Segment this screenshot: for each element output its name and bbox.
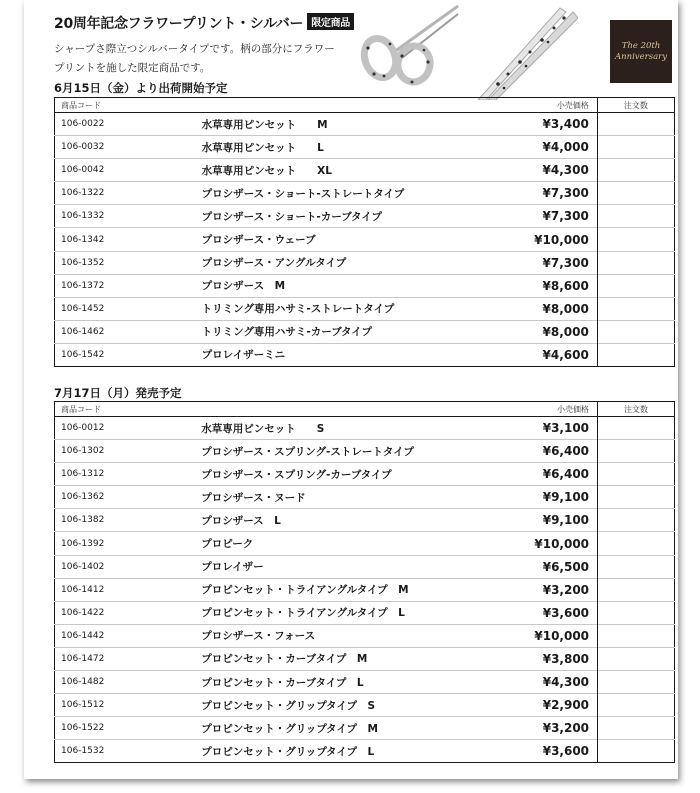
product-name: プロレイザー	[201, 555, 458, 578]
order-sheet-page	[24, 0, 678, 779]
col-header-name	[201, 402, 458, 417]
product-code: 106-1542	[55, 343, 202, 366]
table-row	[55, 601, 675, 624]
retail-price: ¥6,400	[458, 440, 598, 463]
col-header-name	[202, 98, 458, 113]
product-code: 106-1532	[55, 740, 202, 763]
product-name: プロシザース M	[202, 274, 458, 297]
product-name: トリミング専用ハサミ-ストレートタイプ	[202, 297, 458, 320]
product-code: 106-1392	[55, 532, 202, 555]
product-name: プロシザース・フォース	[201, 624, 458, 647]
order-quantity-cell[interactable]	[597, 274, 674, 297]
retail-price: ¥4,300	[458, 159, 598, 182]
retail-price: ¥6,500	[458, 555, 598, 578]
product-name: プロシザース L	[201, 509, 458, 532]
product-name: プロピンセット・グリップタイプ S	[201, 694, 458, 717]
table-row	[55, 717, 675, 740]
retail-price: ¥8,600	[458, 274, 598, 297]
order-quantity-cell[interactable]	[598, 694, 675, 717]
product-name: 水草専用ピンセット S	[201, 417, 458, 440]
table-row	[55, 671, 675, 694]
order-quantity-cell[interactable]	[598, 532, 675, 555]
product-code: 106-1382	[55, 509, 202, 532]
product-code: 106-1302	[55, 440, 202, 463]
table-row	[55, 136, 675, 159]
order-quantity-cell[interactable]	[597, 228, 674, 251]
table-row	[55, 555, 675, 578]
page-title	[54, 13, 354, 33]
retail-price: ¥2,900	[458, 694, 598, 717]
product-code: 106-1332	[55, 205, 202, 228]
retail-price: ¥3,600	[458, 601, 598, 624]
product-code: 106-1472	[55, 647, 202, 670]
product-code: 106-1422	[55, 601, 202, 624]
retail-price: ¥10,000	[458, 624, 598, 647]
product-name: プロシザース・ウェーブ	[202, 228, 458, 251]
table-row	[55, 647, 675, 670]
section2-heading: 7月17日（月）発売予定	[54, 386, 182, 400]
product-code: 106-1452	[55, 297, 202, 320]
table-row	[55, 228, 675, 251]
product-name: 水草専用ピンセット XL	[202, 159, 458, 182]
product-name: トリミング専用ハサミ-カーブタイプ	[202, 320, 458, 343]
table-row	[55, 532, 675, 555]
order-quantity-cell[interactable]	[598, 578, 675, 601]
product-name: プロピンセット・トライアングルタイプ L	[201, 601, 458, 624]
table-row	[55, 624, 675, 647]
table-row	[55, 182, 675, 205]
anniversary-logo-text: The 20th Anniversary	[615, 40, 667, 62]
retail-price: ¥3,200	[458, 717, 598, 740]
order-quantity-cell[interactable]	[598, 740, 675, 763]
retail-price: ¥3,200	[458, 578, 598, 601]
retail-price: ¥10,000	[458, 532, 598, 555]
retail-price: ¥4,000	[458, 136, 598, 159]
table-row	[55, 694, 675, 717]
retail-price: ¥3,100	[458, 417, 598, 440]
retail-price: ¥7,300	[458, 251, 598, 274]
page-title-text: 20周年記念フラワープリント・シルバー	[54, 16, 304, 32]
table-header-row	[55, 98, 675, 113]
limited-badge: 限定商品	[307, 13, 354, 30]
retail-price: ¥3,800	[458, 647, 598, 670]
order-quantity-cell[interactable]	[598, 486, 675, 509]
order-quantity-cell[interactable]	[598, 601, 675, 624]
product-code: 106-1322	[55, 182, 202, 205]
retail-price: ¥7,300	[458, 205, 598, 228]
retail-price: ¥9,100	[458, 486, 598, 509]
retail-price: ¥8,000	[458, 297, 598, 320]
order-quantity-cell[interactable]	[597, 159, 674, 182]
section2-order-table	[54, 401, 675, 763]
product-code: 106-0032	[55, 136, 202, 159]
order-quantity-cell[interactable]	[597, 297, 674, 320]
product-code: 106-1442	[55, 624, 202, 647]
retail-price: ¥3,600	[458, 740, 598, 763]
product-name: プロピンセット・カーブタイプ L	[201, 671, 458, 694]
order-quantity-cell[interactable]	[598, 417, 675, 440]
table-row	[55, 113, 675, 136]
table-row	[55, 251, 675, 274]
product-code: 106-1412	[55, 578, 202, 601]
retail-price: ¥6,400	[458, 463, 598, 486]
product-name: プロシザース・アングルタイプ	[202, 251, 458, 274]
table-row	[55, 159, 675, 182]
order-quantity-cell[interactable]	[598, 624, 675, 647]
order-quantity-cell[interactable]	[597, 136, 674, 159]
table-row	[55, 274, 675, 297]
table-row	[55, 205, 675, 228]
col-header-code: 商品コード	[55, 98, 202, 113]
order-quantity-cell[interactable]	[597, 113, 674, 136]
flower-scissors-image	[354, 4, 459, 86]
product-name: プロピンセット・トライアングルタイプ M	[201, 578, 458, 601]
product-name: プロピーク	[201, 532, 458, 555]
table-row	[55, 320, 675, 343]
flower-tweezers-image	[468, 4, 578, 100]
table-row	[55, 417, 675, 440]
product-name: 水草専用ピンセット M	[202, 113, 458, 136]
table-row	[55, 578, 675, 601]
order-quantity-cell[interactable]	[597, 251, 674, 274]
retail-price: ¥3,400	[458, 113, 598, 136]
retail-price: ¥4,600	[458, 343, 598, 366]
order-quantity-cell[interactable]	[598, 555, 675, 578]
product-code: 106-0022	[55, 113, 202, 136]
product-name: プロレイザーミニ	[202, 343, 458, 366]
product-code: 106-1352	[55, 251, 202, 274]
section1-heading: 6月15日（金）より出荷開始予定	[54, 81, 228, 95]
order-quantity-cell[interactable]	[597, 182, 674, 205]
table-row	[55, 297, 675, 320]
product-name: プロシザース・スプリング-カーブタイプ	[201, 463, 458, 486]
order-quantity-cell[interactable]	[597, 205, 674, 228]
product-code: 106-1342	[55, 228, 202, 251]
col-header-qty: 注文数	[597, 98, 674, 113]
col-header-price: 小売価格	[458, 402, 598, 417]
order-quantity-cell[interactable]	[598, 463, 675, 486]
product-code: 106-1462	[55, 320, 202, 343]
order-quantity-cell[interactable]	[597, 320, 674, 343]
retail-price: ¥9,100	[458, 509, 598, 532]
col-header-code: 商品コード	[55, 402, 202, 417]
table-row	[55, 509, 675, 532]
product-name: 水草専用ピンセット L	[202, 136, 458, 159]
product-code: 106-1312	[55, 463, 202, 486]
order-quantity-cell[interactable]	[597, 343, 674, 366]
table-header-row	[55, 402, 675, 417]
product-name: プロピンセット・グリップタイプ L	[201, 740, 458, 763]
product-code: 106-1372	[55, 274, 202, 297]
product-code: 106-1512	[55, 694, 202, 717]
product-description: シャープさ際立つシルバータイプです。柄の部分にフラワープリントを施した限定商品です。	[54, 43, 335, 74]
order-quantity-cell[interactable]	[598, 717, 675, 740]
section1-order-table	[54, 97, 675, 367]
product-code: 106-1362	[55, 486, 202, 509]
order-quantity-cell[interactable]	[598, 671, 675, 694]
order-quantity-cell[interactable]	[598, 647, 675, 670]
anniversary-logo	[610, 20, 672, 83]
product-code: 106-1402	[55, 555, 202, 578]
product-code: 106-1522	[55, 717, 202, 740]
product-name: プロシザース・スプリング-ストレートタイプ	[201, 440, 458, 463]
product-name: プロシザース・ヌード	[201, 486, 458, 509]
table-row	[55, 463, 675, 486]
table-row	[55, 486, 675, 509]
table-row	[55, 440, 675, 463]
retail-price: ¥7,300	[458, 182, 598, 205]
product-name: プロピンセット・カーブタイプ M	[201, 647, 458, 670]
retail-price: ¥4,300	[458, 671, 598, 694]
order-quantity-cell[interactable]	[598, 509, 675, 532]
product-name: プロシザース・ショート-ストレートタイプ	[202, 182, 458, 205]
table-row	[55, 343, 675, 366]
product-name: プロシザース・ショート-カーブタイプ	[202, 205, 458, 228]
product-code: 106-0012	[55, 417, 202, 440]
col-header-qty: 注文数	[598, 402, 675, 417]
order-quantity-cell[interactable]	[598, 440, 675, 463]
col-header-price: 小売価格	[458, 98, 598, 113]
retail-price: ¥10,000	[458, 228, 598, 251]
product-code: 106-1482	[55, 671, 202, 694]
product-code: 106-0042	[55, 159, 202, 182]
retail-price: ¥8,000	[458, 320, 598, 343]
table-row	[55, 740, 675, 763]
product-name: プロピンセット・グリップタイプ M	[201, 717, 458, 740]
